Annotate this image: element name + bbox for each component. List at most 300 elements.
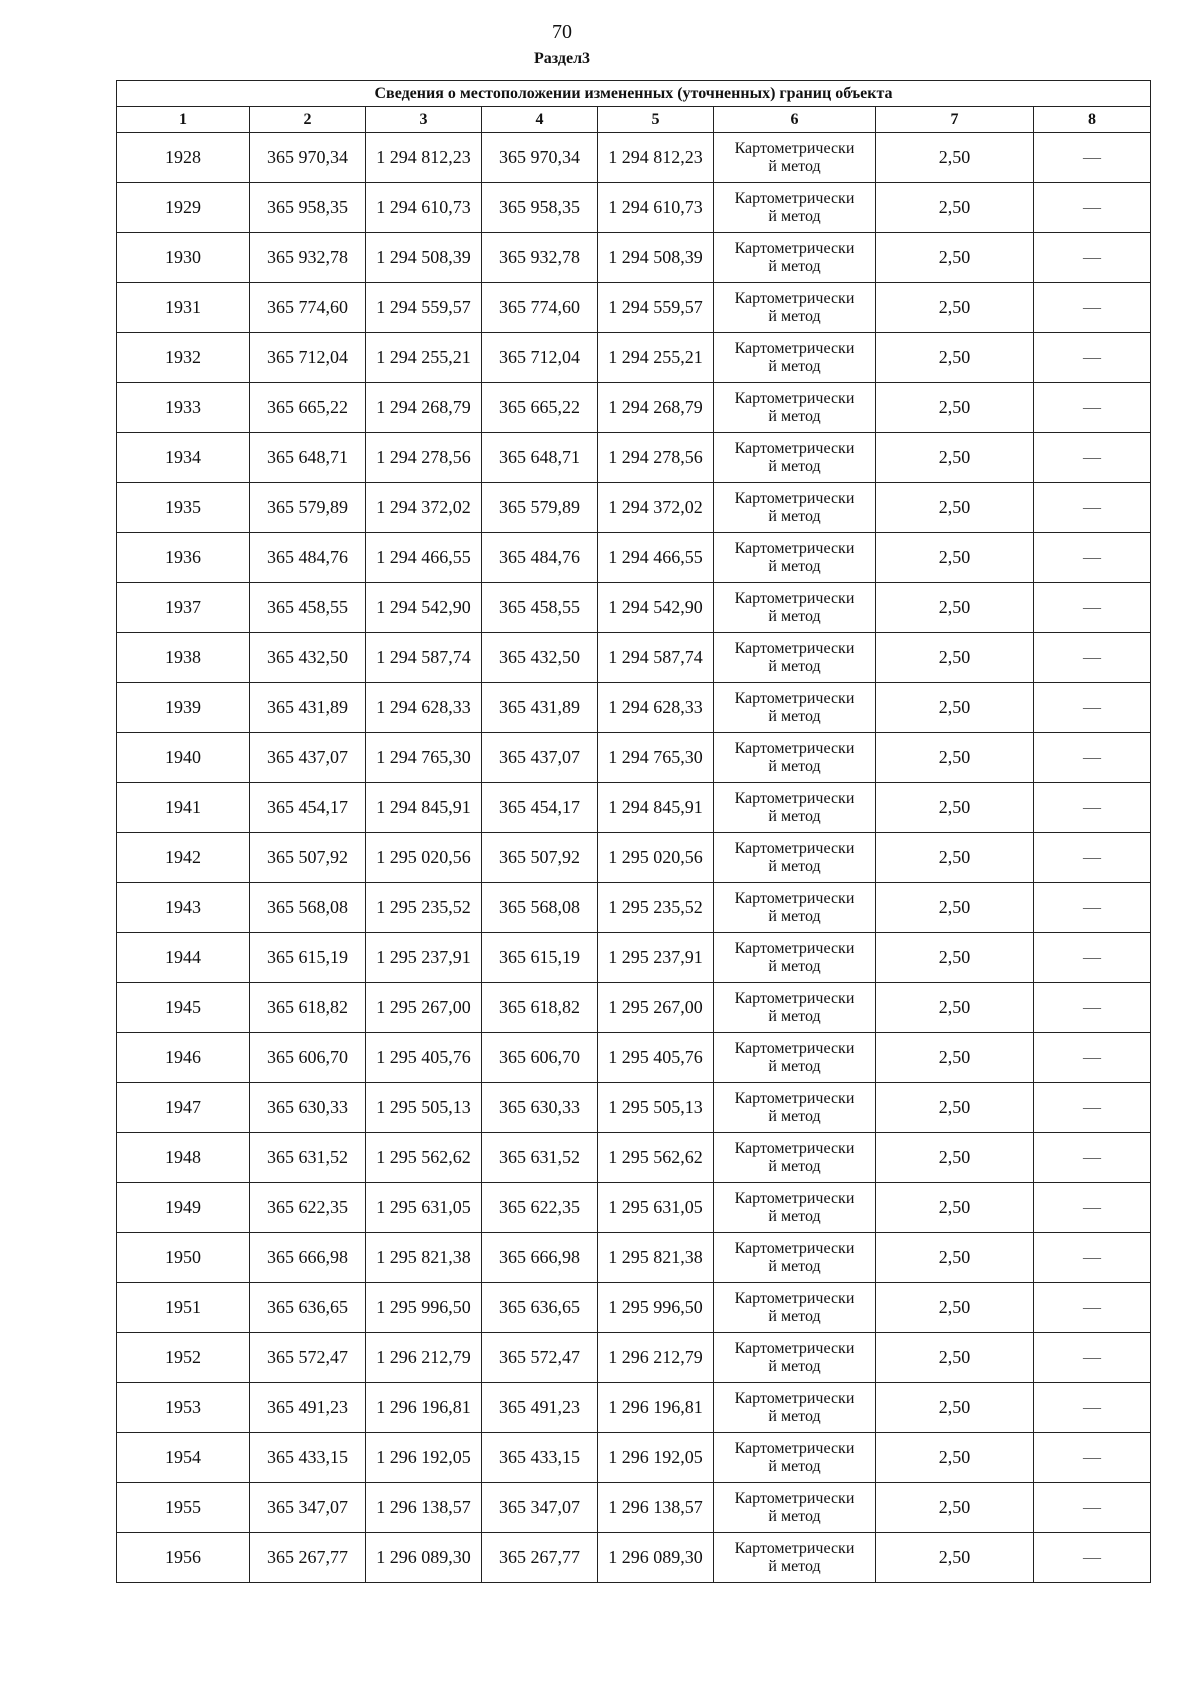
method-line-1: Картометрически xyxy=(734,189,855,207)
page-number: 70 xyxy=(552,21,572,43)
method-cell xyxy=(714,683,876,733)
table-row xyxy=(117,933,1151,983)
x-existing-cell: 365 630,33 xyxy=(250,1083,366,1133)
y-existing-cell: 1 296 138,57 xyxy=(366,1483,482,1533)
point-number-cell: 1932 xyxy=(117,333,250,383)
method-cell xyxy=(714,783,876,833)
method-cell xyxy=(714,483,876,533)
x-refined-cell: 365 932,78 xyxy=(482,233,598,283)
method-line-2: й метод xyxy=(768,507,821,525)
x-existing-cell: 365 648,71 xyxy=(250,433,366,483)
x-refined-cell: 365 774,60 xyxy=(482,283,598,333)
method-cell xyxy=(714,1233,876,1283)
accuracy-cell: 2,50 xyxy=(876,483,1034,533)
x-existing-cell: 365 631,52 xyxy=(250,1133,366,1183)
note-cell: — xyxy=(1034,1033,1151,1083)
column-header-7: 7 xyxy=(876,107,1034,133)
accuracy-cell: 2,50 xyxy=(876,183,1034,233)
x-refined-cell: 365 568,08 xyxy=(482,883,598,933)
method-cell xyxy=(714,383,876,433)
point-number-cell: 1946 xyxy=(117,1033,250,1083)
method-cell xyxy=(714,233,876,283)
x-existing-cell: 365 433,15 xyxy=(250,1433,366,1483)
accuracy-cell: 2,50 xyxy=(876,233,1034,283)
method-line-2: й метод xyxy=(768,457,821,475)
x-existing-cell: 365 666,98 xyxy=(250,1233,366,1283)
y-existing-cell: 1 296 192,05 xyxy=(366,1433,482,1483)
accuracy-cell: 2,50 xyxy=(876,1383,1034,1433)
x-existing-cell: 365 267,77 xyxy=(250,1533,366,1583)
x-refined-cell: 365 491,23 xyxy=(482,1383,598,1433)
method-line-2: й метод xyxy=(768,557,821,575)
y-refined-cell: 1 296 196,81 xyxy=(598,1383,714,1433)
method-line-2: й метод xyxy=(768,607,821,625)
method-line-2: й метод xyxy=(768,957,821,975)
accuracy-cell: 2,50 xyxy=(876,1083,1034,1133)
y-existing-cell: 1 294 372,02 xyxy=(366,483,482,533)
y-refined-cell: 1 294 255,21 xyxy=(598,333,714,383)
y-refined-cell: 1 294 559,57 xyxy=(598,283,714,333)
x-existing-cell: 365 618,82 xyxy=(250,983,366,1033)
method-line-2: й метод xyxy=(768,1357,821,1375)
y-refined-cell: 1 295 267,00 xyxy=(598,983,714,1033)
method-line-1: Картометрически xyxy=(734,939,855,957)
method-cell xyxy=(714,433,876,483)
y-refined-cell: 1 294 628,33 xyxy=(598,683,714,733)
method-line-1: Картометрически xyxy=(734,1489,855,1507)
method-line-2: й метод xyxy=(768,407,821,425)
y-refined-cell: 1 294 845,91 xyxy=(598,783,714,833)
method-cell xyxy=(714,1033,876,1083)
y-existing-cell: 1 296 212,79 xyxy=(366,1333,482,1383)
table-row xyxy=(117,133,1151,183)
y-refined-cell: 1 295 631,05 xyxy=(598,1183,714,1233)
point-number-cell: 1945 xyxy=(117,983,250,1033)
method-line-2: й метод xyxy=(768,1257,821,1275)
y-existing-cell: 1 295 996,50 xyxy=(366,1283,482,1333)
y-refined-cell: 1 294 587,74 xyxy=(598,633,714,683)
method-line-2: й метод xyxy=(768,1007,821,1025)
point-number-cell: 1940 xyxy=(117,733,250,783)
table-row xyxy=(117,383,1151,433)
column-header-3: 3 xyxy=(366,107,482,133)
x-existing-cell: 365 622,35 xyxy=(250,1183,366,1233)
table-row xyxy=(117,883,1151,933)
accuracy-cell: 2,50 xyxy=(876,733,1034,783)
method-cell xyxy=(714,633,876,683)
x-refined-cell: 365 622,35 xyxy=(482,1183,598,1233)
method-line-2: й метод xyxy=(768,707,821,725)
note-cell: — xyxy=(1034,933,1151,983)
x-refined-cell: 365 347,07 xyxy=(482,1483,598,1533)
accuracy-cell: 2,50 xyxy=(876,833,1034,883)
point-number-cell: 1931 xyxy=(117,283,250,333)
method-line-1: Картометрически xyxy=(734,589,855,607)
accuracy-cell: 2,50 xyxy=(876,933,1034,983)
point-number-cell: 1944 xyxy=(117,933,250,983)
note-cell: — xyxy=(1034,1483,1151,1533)
y-existing-cell: 1 296 196,81 xyxy=(366,1383,482,1433)
y-existing-cell: 1 295 405,76 xyxy=(366,1033,482,1083)
x-refined-cell: 365 666,98 xyxy=(482,1233,598,1283)
method-line-2: й метод xyxy=(768,657,821,675)
method-cell xyxy=(714,933,876,983)
method-line-1: Картометрически xyxy=(734,1439,855,1457)
section-title: Раздел3 xyxy=(533,50,591,67)
y-existing-cell: 1 295 505,13 xyxy=(366,1083,482,1133)
method-line-1: Картометрически xyxy=(734,689,855,707)
point-number-cell: 1933 xyxy=(117,383,250,433)
table-row xyxy=(117,833,1151,883)
x-refined-cell: 365 572,47 xyxy=(482,1333,598,1383)
method-line-1: Картометрически xyxy=(734,1139,855,1157)
method-line-1: Картометрически xyxy=(734,489,855,507)
y-refined-cell: 1 295 562,62 xyxy=(598,1133,714,1183)
point-number-cell: 1948 xyxy=(117,1133,250,1183)
y-refined-cell: 1 294 508,39 xyxy=(598,233,714,283)
method-line-2: й метод xyxy=(768,1557,821,1575)
y-existing-cell: 1 295 631,05 xyxy=(366,1183,482,1233)
method-line-1: Картометрически xyxy=(734,1539,855,1557)
x-refined-cell: 365 665,22 xyxy=(482,383,598,433)
table-body xyxy=(117,133,1151,1583)
point-number-cell: 1935 xyxy=(117,483,250,533)
table-row xyxy=(117,1383,1151,1433)
method-cell xyxy=(714,1283,876,1333)
y-refined-cell: 1 294 765,30 xyxy=(598,733,714,783)
accuracy-cell: 2,50 xyxy=(876,883,1034,933)
y-existing-cell: 1 295 237,91 xyxy=(366,933,482,983)
x-existing-cell: 365 454,17 xyxy=(250,783,366,833)
x-refined-cell: 365 579,89 xyxy=(482,483,598,533)
method-cell xyxy=(714,333,876,383)
note-cell: — xyxy=(1034,433,1151,483)
y-existing-cell: 1 294 845,91 xyxy=(366,783,482,833)
method-line-2: й метод xyxy=(768,157,821,175)
method-line-1: Картометрически xyxy=(734,889,855,907)
method-line-1: Картометрически xyxy=(734,1089,855,1107)
y-existing-cell: 1 296 089,30 xyxy=(366,1533,482,1583)
x-refined-cell: 365 615,19 xyxy=(482,933,598,983)
note-cell: — xyxy=(1034,683,1151,733)
x-refined-cell: 365 648,71 xyxy=(482,433,598,483)
method-cell xyxy=(714,1483,876,1533)
accuracy-cell: 2,50 xyxy=(876,1033,1034,1083)
method-cell xyxy=(714,133,876,183)
x-existing-cell: 365 970,34 xyxy=(250,133,366,183)
method-line-1: Картометрически xyxy=(734,739,855,757)
point-number-cell: 1952 xyxy=(117,1333,250,1383)
method-line-2: й метод xyxy=(768,907,821,925)
accuracy-cell: 2,50 xyxy=(876,683,1034,733)
x-refined-cell: 365 630,33 xyxy=(482,1083,598,1133)
y-existing-cell: 1 295 020,56 xyxy=(366,833,482,883)
table-row xyxy=(117,1333,1151,1383)
y-existing-cell: 1 294 559,57 xyxy=(366,283,482,333)
method-line-1: Картометрически xyxy=(734,539,855,557)
x-existing-cell: 365 958,35 xyxy=(250,183,366,233)
method-cell xyxy=(714,583,876,633)
method-line-1: Картометрически xyxy=(734,1339,855,1357)
x-existing-cell: 365 458,55 xyxy=(250,583,366,633)
method-line-2: й метод xyxy=(768,1407,821,1425)
table-row xyxy=(117,983,1151,1033)
point-number-cell: 1930 xyxy=(117,233,250,283)
note-cell: — xyxy=(1034,483,1151,533)
column-header-6: 6 xyxy=(714,107,876,133)
y-refined-cell: 1 294 372,02 xyxy=(598,483,714,533)
method-line-2: й метод xyxy=(768,257,821,275)
x-refined-cell: 365 970,34 xyxy=(482,133,598,183)
accuracy-cell: 2,50 xyxy=(876,133,1034,183)
method-line-1: Картометрически xyxy=(734,239,855,257)
x-existing-cell: 365 774,60 xyxy=(250,283,366,333)
accuracy-cell: 2,50 xyxy=(876,533,1034,583)
y-existing-cell: 1 294 278,56 xyxy=(366,433,482,483)
method-line-2: й метод xyxy=(768,357,821,375)
x-refined-cell: 365 431,89 xyxy=(482,683,598,733)
method-line-1: Картометрически xyxy=(734,439,855,457)
method-line-2: й метод xyxy=(768,757,821,775)
point-number-cell: 1954 xyxy=(117,1433,250,1483)
note-cell: — xyxy=(1034,283,1151,333)
point-number-cell: 1938 xyxy=(117,633,250,683)
note-cell: — xyxy=(1034,233,1151,283)
method-line-1: Картометрически xyxy=(734,989,855,1007)
x-refined-cell: 365 958,35 xyxy=(482,183,598,233)
y-refined-cell: 1 294 268,79 xyxy=(598,383,714,433)
method-cell xyxy=(714,1183,876,1233)
table-row xyxy=(117,1533,1151,1583)
accuracy-cell: 2,50 xyxy=(876,283,1034,333)
note-cell: — xyxy=(1034,383,1151,433)
table-caption: Сведения о местоположении измененных (уточненных) границ объекта xyxy=(117,81,1151,107)
note-cell: — xyxy=(1034,133,1151,183)
method-cell xyxy=(714,1133,876,1183)
point-number-cell: 1943 xyxy=(117,883,250,933)
method-cell xyxy=(714,1533,876,1583)
note-cell: — xyxy=(1034,1083,1151,1133)
note-cell: — xyxy=(1034,333,1151,383)
x-refined-cell: 365 618,82 xyxy=(482,983,598,1033)
x-existing-cell: 365 432,50 xyxy=(250,633,366,683)
y-refined-cell: 1 294 542,90 xyxy=(598,583,714,633)
x-existing-cell: 365 507,92 xyxy=(250,833,366,883)
table-row xyxy=(117,333,1151,383)
note-cell: — xyxy=(1034,1533,1151,1583)
accuracy-cell: 2,50 xyxy=(876,783,1034,833)
note-cell: — xyxy=(1034,833,1151,883)
method-cell xyxy=(714,1433,876,1483)
y-refined-cell: 1 294 812,23 xyxy=(598,133,714,183)
note-cell: — xyxy=(1034,983,1151,1033)
y-refined-cell: 1 294 278,56 xyxy=(598,433,714,483)
column-header-4: 4 xyxy=(482,107,598,133)
x-existing-cell: 365 484,76 xyxy=(250,533,366,583)
method-line-2: й метод xyxy=(768,857,821,875)
x-refined-cell: 365 484,76 xyxy=(482,533,598,583)
point-number-cell: 1956 xyxy=(117,1533,250,1583)
method-line-1: Картометрически xyxy=(734,1239,855,1257)
note-cell: — xyxy=(1034,1383,1151,1433)
y-refined-cell: 1 296 192,05 xyxy=(598,1433,714,1483)
accuracy-cell: 2,50 xyxy=(876,1433,1034,1483)
method-cell xyxy=(714,983,876,1033)
method-cell xyxy=(714,1383,876,1433)
boundary-coordinates-table xyxy=(116,80,1151,1583)
y-existing-cell: 1 295 235,52 xyxy=(366,883,482,933)
y-refined-cell: 1 295 505,13 xyxy=(598,1083,714,1133)
y-existing-cell: 1 294 466,55 xyxy=(366,533,482,583)
y-existing-cell: 1 294 268,79 xyxy=(366,383,482,433)
table-row xyxy=(117,783,1151,833)
x-existing-cell: 365 579,89 xyxy=(250,483,366,533)
table-row xyxy=(117,583,1151,633)
accuracy-cell: 2,50 xyxy=(876,1483,1034,1533)
x-refined-cell: 365 432,50 xyxy=(482,633,598,683)
y-refined-cell: 1 295 235,52 xyxy=(598,883,714,933)
point-number-cell: 1955 xyxy=(117,1483,250,1533)
x-existing-cell: 365 606,70 xyxy=(250,1033,366,1083)
method-line-1: Картометрически xyxy=(734,289,855,307)
method-line-1: Картометрически xyxy=(734,339,855,357)
y-existing-cell: 1 294 765,30 xyxy=(366,733,482,783)
method-line-2: й метод xyxy=(768,207,821,225)
method-cell xyxy=(714,533,876,583)
method-cell xyxy=(714,1083,876,1133)
x-existing-cell: 365 636,65 xyxy=(250,1283,366,1333)
point-number-cell: 1950 xyxy=(117,1233,250,1283)
y-refined-cell: 1 296 138,57 xyxy=(598,1483,714,1533)
method-cell xyxy=(714,733,876,783)
accuracy-cell: 2,50 xyxy=(876,383,1034,433)
y-refined-cell: 1 295 405,76 xyxy=(598,1033,714,1083)
y-refined-cell: 1 295 020,56 xyxy=(598,833,714,883)
table-row xyxy=(117,733,1151,783)
note-cell: — xyxy=(1034,533,1151,583)
point-number-cell: 1928 xyxy=(117,133,250,183)
table-row xyxy=(117,233,1151,283)
accuracy-cell: 2,50 xyxy=(876,433,1034,483)
note-cell: — xyxy=(1034,183,1151,233)
x-refined-cell: 365 507,92 xyxy=(482,833,598,883)
method-line-2: й метод xyxy=(768,1507,821,1525)
method-line-2: й метод xyxy=(768,807,821,825)
y-existing-cell: 1 294 508,39 xyxy=(366,233,482,283)
note-cell: — xyxy=(1034,733,1151,783)
method-line-1: Картометрически xyxy=(734,1189,855,1207)
point-number-cell: 1934 xyxy=(117,433,250,483)
accuracy-cell: 2,50 xyxy=(876,1333,1034,1383)
method-line-2: й метод xyxy=(768,1107,821,1125)
y-refined-cell: 1 296 089,30 xyxy=(598,1533,714,1583)
x-refined-cell: 365 267,77 xyxy=(482,1533,598,1583)
point-number-cell: 1929 xyxy=(117,183,250,233)
accuracy-cell: 2,50 xyxy=(876,983,1034,1033)
y-existing-cell: 1 295 267,00 xyxy=(366,983,482,1033)
point-number-cell: 1942 xyxy=(117,833,250,883)
method-cell xyxy=(714,283,876,333)
table-row xyxy=(117,533,1151,583)
table-row xyxy=(117,1283,1151,1333)
table-header-row xyxy=(117,107,1151,133)
method-line-1: Картометрически xyxy=(734,639,855,657)
y-existing-cell: 1 294 542,90 xyxy=(366,583,482,633)
x-existing-cell: 365 932,78 xyxy=(250,233,366,283)
note-cell: — xyxy=(1034,1183,1151,1233)
accuracy-cell: 2,50 xyxy=(876,633,1034,683)
method-line-1: Картометрически xyxy=(734,389,855,407)
x-refined-cell: 365 631,52 xyxy=(482,1133,598,1183)
x-refined-cell: 365 636,65 xyxy=(482,1283,598,1333)
note-cell: — xyxy=(1034,1233,1151,1283)
accuracy-cell: 2,50 xyxy=(876,1183,1034,1233)
x-existing-cell: 365 712,04 xyxy=(250,333,366,383)
x-existing-cell: 365 491,23 xyxy=(250,1383,366,1433)
table-row xyxy=(117,1083,1151,1133)
table-row xyxy=(117,1033,1151,1083)
accuracy-cell: 2,50 xyxy=(876,1233,1034,1283)
method-line-1: Картометрически xyxy=(734,789,855,807)
x-existing-cell: 365 572,47 xyxy=(250,1333,366,1383)
x-existing-cell: 365 615,19 xyxy=(250,933,366,983)
method-cell xyxy=(714,1333,876,1383)
method-line-2: й метод xyxy=(768,1207,821,1225)
y-refined-cell: 1 294 610,73 xyxy=(598,183,714,233)
method-line-2: й метод xyxy=(768,1457,821,1475)
y-existing-cell: 1 294 255,21 xyxy=(366,333,482,383)
table-row xyxy=(117,1483,1151,1533)
point-number-cell: 1941 xyxy=(117,783,250,833)
y-refined-cell: 1 296 212,79 xyxy=(598,1333,714,1383)
column-header-5: 5 xyxy=(598,107,714,133)
point-number-cell: 1939 xyxy=(117,683,250,733)
method-line-1: Картометрически xyxy=(734,1389,855,1407)
note-cell: — xyxy=(1034,633,1151,683)
y-refined-cell: 1 294 466,55 xyxy=(598,533,714,583)
column-header-2: 2 xyxy=(250,107,366,133)
x-existing-cell: 365 431,89 xyxy=(250,683,366,733)
method-line-2: й метод xyxy=(768,1307,821,1325)
method-line-1: Картометрически xyxy=(734,1289,855,1307)
method-line-1: Картометрически xyxy=(734,1039,855,1057)
table-row xyxy=(117,1433,1151,1483)
x-refined-cell: 365 454,17 xyxy=(482,783,598,833)
accuracy-cell: 2,50 xyxy=(876,583,1034,633)
y-existing-cell: 1 294 610,73 xyxy=(366,183,482,233)
note-cell: — xyxy=(1034,1433,1151,1483)
x-refined-cell: 365 606,70 xyxy=(482,1033,598,1083)
table-row xyxy=(117,283,1151,333)
accuracy-cell: 2,50 xyxy=(876,1283,1034,1333)
method-cell xyxy=(714,883,876,933)
note-cell: — xyxy=(1034,583,1151,633)
x-refined-cell: 365 458,55 xyxy=(482,583,598,633)
column-header-1: 1 xyxy=(117,107,250,133)
point-number-cell: 1947 xyxy=(117,1083,250,1133)
note-cell: — xyxy=(1034,1283,1151,1333)
point-number-cell: 1949 xyxy=(117,1183,250,1233)
y-refined-cell: 1 295 996,50 xyxy=(598,1283,714,1333)
table-row xyxy=(117,1133,1151,1183)
point-number-cell: 1953 xyxy=(117,1383,250,1433)
table-row xyxy=(117,683,1151,733)
method-cell xyxy=(714,833,876,883)
method-line-1: Картометрически xyxy=(734,839,855,857)
method-line-1: Картометрически xyxy=(734,139,855,157)
method-cell xyxy=(714,183,876,233)
x-refined-cell: 365 437,07 xyxy=(482,733,598,783)
